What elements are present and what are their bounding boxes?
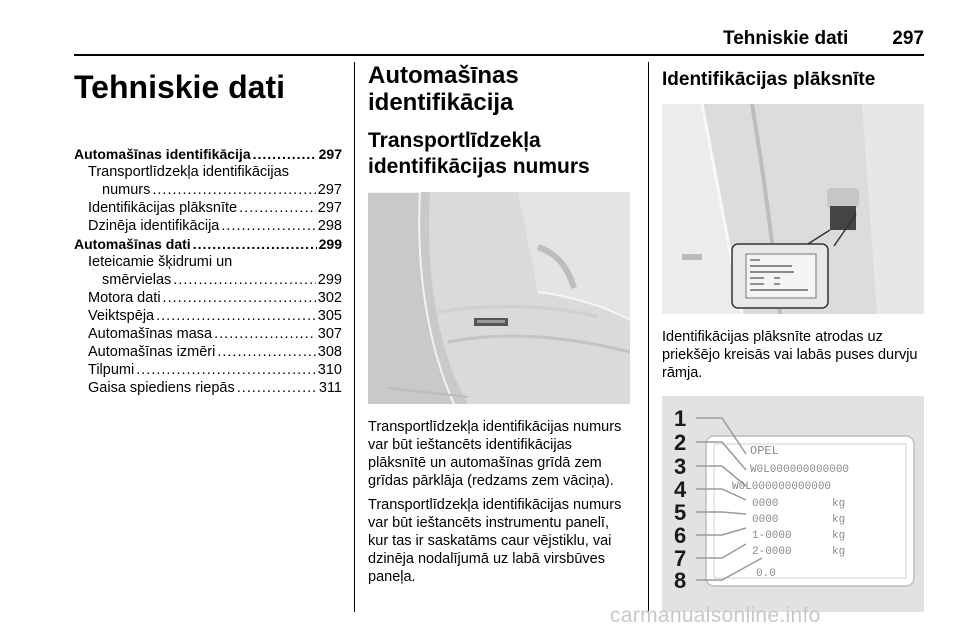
toc-entry-label: Ieteicamie šķidrumi un [88, 254, 233, 270]
toc-entry-label: Automašīnas masa [88, 326, 213, 342]
toc-leader-dots [214, 325, 316, 343]
toc-entry[interactable] [74, 307, 342, 325]
plate-location-illustration [662, 104, 924, 314]
toc-entry[interactable] [74, 271, 342, 289]
toc-entry-page: 298 [317, 218, 342, 234]
vin-heading: Transportlīdzekļa identifikācijas numurs [368, 129, 590, 178]
plate-field-text: W0L000000000000 [732, 481, 832, 493]
plate-location-drawing [662, 104, 924, 314]
toc-leader-dots [237, 379, 317, 397]
toc-leader-dots [221, 217, 315, 235]
toc-leader-dots [136, 361, 316, 379]
toc-entry-page: 297 [318, 146, 342, 162]
toc-entry-page: 302 [317, 290, 342, 306]
toc-entry-page: 307 [317, 326, 342, 342]
column-divider-1 [354, 62, 355, 612]
toc-leader-dots [163, 289, 316, 307]
callout-number: 3 [674, 454, 687, 479]
toc-entry-label: Gaisa spiediens riepās [88, 380, 235, 396]
toc-entry-page: 311 [318, 380, 342, 396]
toc-entry[interactable] [74, 253, 342, 271]
toc-leader-dots [173, 271, 316, 289]
callout-number: 5 [674, 500, 687, 525]
toc-entry[interactable] [74, 235, 342, 253]
toc-entry[interactable] [74, 343, 342, 361]
toc-entry-label: Veiktspēja [88, 308, 155, 324]
toc-entry-page: 297 [317, 200, 342, 216]
header-rule [74, 54, 924, 56]
plate-detail-illustration [662, 396, 924, 612]
toc-entry-page: 305 [317, 308, 342, 324]
vin-floor-illustration [368, 192, 630, 404]
toc-entry-label: Tilpumi [88, 362, 135, 378]
plate-field-text: W0L000000000000 [750, 464, 850, 476]
callout-number: 8 [674, 568, 687, 593]
toc-entry-page: 310 [317, 362, 342, 378]
toc-entry[interactable] [74, 379, 342, 397]
toc-entry-page: 308 [317, 344, 342, 360]
toc-leader-dots [217, 343, 315, 361]
toc-entry[interactable] [74, 199, 342, 217]
vin-paragraph-2: Transportlīdzekļa identifikācijas numurs var būt ieštancēts instrumentu panelī, kur tas ir saskatāms caur vējstiklu, vai dzinēja nodalījumā uz labā virsbūves paneļa. [368, 497, 622, 585]
toc-entry[interactable] [74, 145, 342, 163]
vehicle-id-column [368, 62, 632, 586]
plate-column [662, 62, 926, 612]
column-divider-2 [648, 62, 649, 612]
toc-entry-label: Automašīnas izmēri [88, 344, 216, 360]
watermark: carmanualsonline.info [610, 604, 821, 627]
plate-heading: Identifikācijas plāksnīte [662, 69, 876, 90]
toc-entry-label: Motora dati [88, 290, 161, 306]
callout-number: 2 [674, 430, 687, 455]
plate-field-text: 0.0 [756, 568, 776, 580]
toc-leader-dots [253, 145, 317, 163]
chapter-column [74, 62, 342, 397]
plate-field-text: 2-0000 [752, 546, 792, 558]
vin-paragraph-1: Transportlīdzekļa identifikācijas numurs var būt ieštancēts identifikācijas plāksnītē un automašīnas grīdā zem grīdas pārklāja (redzams zem vāciņa). [368, 419, 622, 489]
chapter-toc [74, 145, 342, 397]
callout-number: 1 [674, 406, 687, 431]
page-number: 297 [892, 28, 924, 49]
toc-entry-label: smērvielas [102, 272, 172, 288]
toc-entry-label: Transportlīdzekļa identifikācijas [88, 164, 289, 180]
toc-entry-label: numurs [102, 182, 151, 198]
toc-entry[interactable] [74, 325, 342, 343]
toc-entry[interactable] [74, 361, 342, 379]
toc-leader-dots [193, 235, 317, 253]
plate-field-text: kg [832, 514, 846, 526]
toc-entry-page: 299 [317, 272, 342, 288]
toc-entry[interactable] [74, 181, 342, 199]
plate-field-text: 1-0000 [752, 530, 792, 542]
plate-field-text: OPEL [750, 444, 779, 458]
toc-entry-page: 299 [318, 236, 342, 252]
callout-number: 4 [674, 477, 687, 502]
chapter-title: Tehniskie dati [74, 69, 286, 105]
section-title: Automašīnas identifikācija [368, 62, 519, 116]
plate-location-paragraph: Identifikācijas plāksnīte atrodas uz priekšējo kreisās vai labās puses durvju rāmja. [662, 329, 918, 381]
toc-entry-label: Identifikācijas plāksnīte [88, 200, 238, 216]
plate-field-text: kg [832, 546, 846, 558]
toc-leader-dots [156, 307, 316, 325]
vin-floor-drawing [368, 192, 630, 404]
toc-entry[interactable] [74, 163, 342, 181]
toc-entry-page: 297 [317, 182, 342, 198]
toc-entry-label: Automašīnas dati [74, 236, 191, 252]
toc-entry-label: Automašīnas identifikācija [74, 146, 251, 162]
plate-field-text: 0000 [752, 514, 779, 526]
plate-field-text: 0000 [752, 498, 779, 510]
toc-leader-dots [239, 199, 316, 217]
toc-entry[interactable] [74, 289, 342, 307]
callout-number: 7 [674, 546, 687, 571]
toc-entry[interactable] [74, 217, 342, 235]
toc-entry-label: Dzinēja identifikācija [88, 218, 220, 234]
callout-number: 6 [674, 523, 687, 548]
toc-leader-dots [152, 181, 315, 199]
running-header [723, 28, 924, 50]
plate-field-text: kg [832, 530, 846, 542]
plate-detail-drawing [662, 396, 924, 612]
plate-field-text: kg [832, 498, 846, 510]
running-header-section: Tehniskie dati [723, 28, 849, 49]
